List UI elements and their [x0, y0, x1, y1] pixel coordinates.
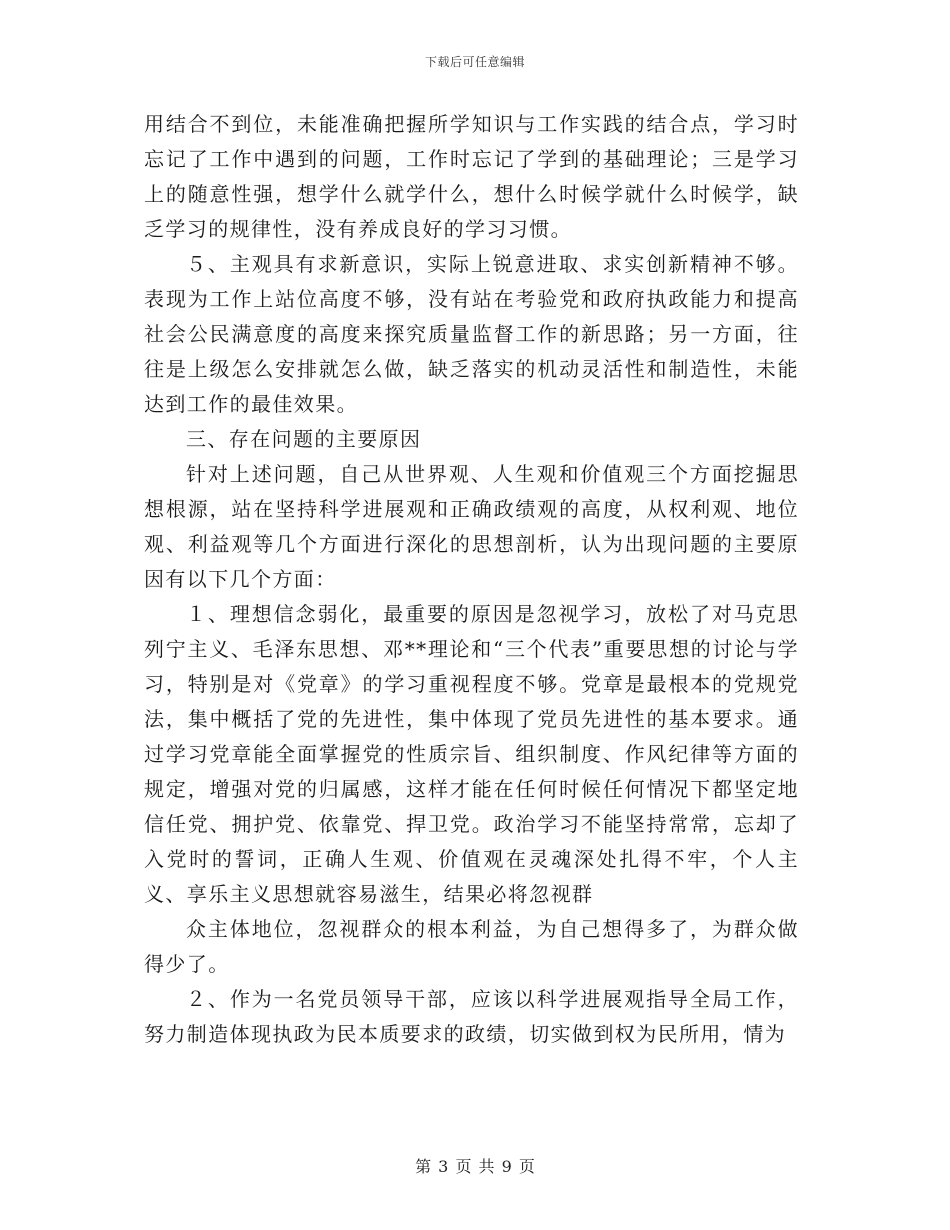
page-header: 下载后可任意编辑 [424, 55, 525, 69]
paragraph-analysis: 针对上述问题，自己从世界观、人生观和价值观三个方面挖掘思想根源，站在坚持科学进展观和正确政绩观的高度，从权利观、地位观、利益观等几个方面进行深化的思想剖析，认为出现问题的主要原因有以下几个方面： [144, 462, 799, 591]
section-heading: 三、存在问题的主要原因 [186, 427, 422, 451]
paragraph-cause-1-continued: 众主体地位，忽视群众的根本利益，为自己想得多了，为群众做得少了。 [144, 917, 799, 976]
document-body [144, 107, 799, 1052]
paragraph-cause-1: １、理想信念弱化，最重要的原因是忽视学习，放松了对马克思列宁主义、毛泽东思想、邓**理论和“三个代表”重要思想的讨论与学习，特别是对《党章》的学习重视程度不够。党章是最根本的党规党法，集中概括了党的先进性，集中体现了党员先进性的基本要求。通过学习党章能全面掌握党的性质宗旨、组织制度、作风纪律等方面的规定，增强对党的归属感，这样才能在任何时候任何情况下都坚定地信任党、拥护党、依靠党、捍卫党。政治学习不能坚持常常，忘却了入党时的誓词，正确人生观、价值观在灵魂深处扎得不牢，个人主义、享乐主义思想就容易滋生，结果必将忽视群 [144, 602, 799, 906]
page-number-footer: 第 3 页 共 9 页 [415, 1157, 535, 1176]
paragraph-continuation: 用结合不到位，未能准确把握所学知识与工作实践的结合点，学习时忘记了工作中遇到的问题，工作时忘记了学到的基础理论；三是学习上的随意性强，想学什么就学什么，想什么时候学就什么时候学，缺乏学习的规律性，没有养成良好的学习习惯。 [144, 112, 799, 241]
paragraph-item-5: ５、主观具有求新意识，实际上锐意进取、求实创新精神不够。表现为工作上站位高度不够，没有站在考验党和政府执政能力和提高社会公民满意度的高度来探究质量监督工作的新思路；另一方面，往往是上级怎么安排就怎么做，缺乏落实的机动灵活性和制造性，未能达到工作的最佳效果。 [144, 252, 799, 416]
paragraph-cause-2: ２、作为一名党员领导干部，应该以科学进展观指导全局工作，努力制造体现执政为民本质要求的政绩，切实做到权为民所用，情为 [144, 987, 799, 1046]
